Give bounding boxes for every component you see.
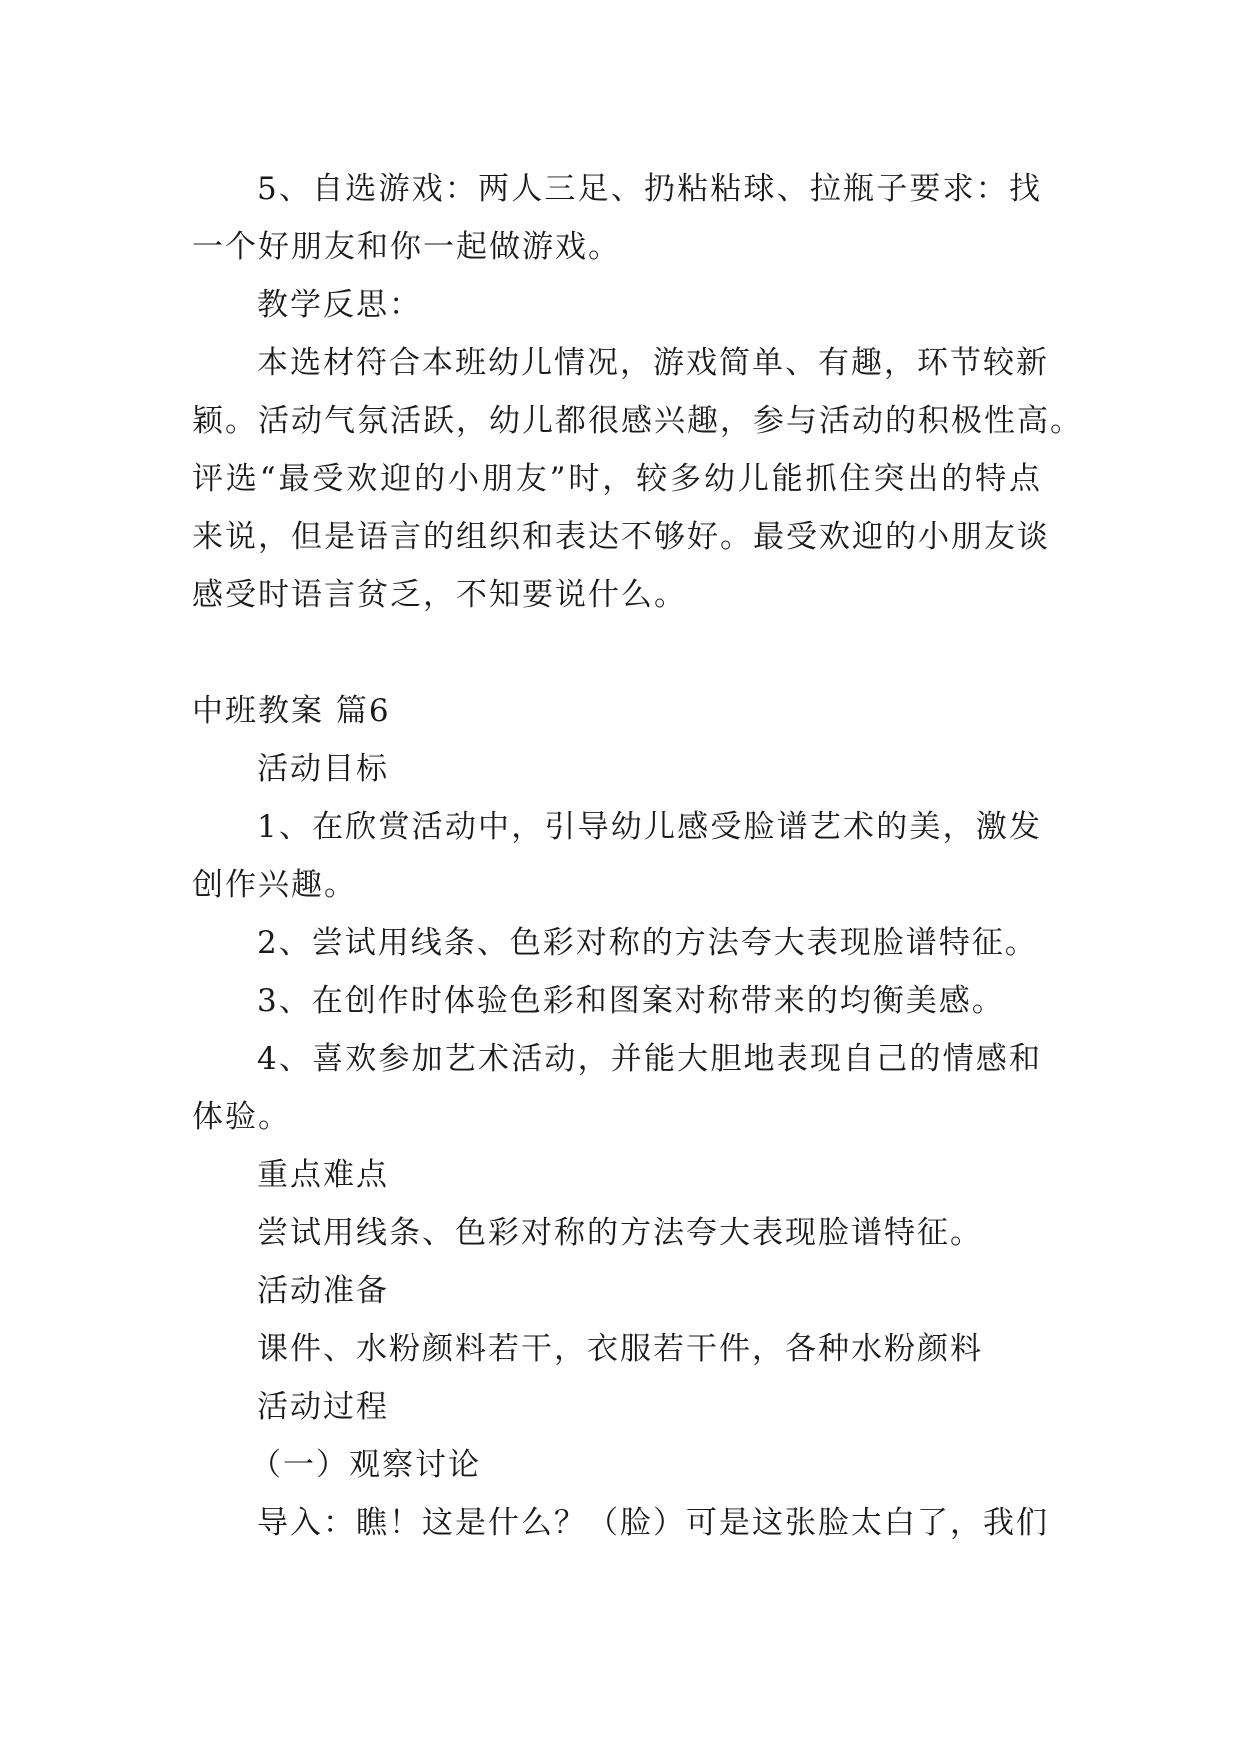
subsection-title: 活动准备: [257, 1273, 389, 1309]
subsection-title: 活动过程: [257, 1389, 389, 1425]
paragraph-line: 来说，但是语言的组织和表达不够好。最受欢迎的小朋友谈: [192, 519, 1050, 555]
paragraph-line: 3、在创作时体验色彩和图案对称带来的均衡美感。: [257, 983, 1005, 1019]
paragraph-line: 本选材符合本班幼儿情况，游戏简单、有趣，环节较新: [257, 345, 1049, 381]
paragraph-line: 4、喜欢参加艺术活动，并能大胆地表现自己的情感和: [257, 1041, 1042, 1077]
paragraph-line: 体验。: [192, 1099, 291, 1135]
paragraph-line: 颖。活动气氛活跃，幼儿都很感兴趣，参与活动的积极性高。: [192, 403, 1083, 439]
section-heading: 中班教案 篇6: [192, 693, 391, 729]
paragraph-line: 一个好朋友和你一起做游戏。: [192, 229, 621, 265]
step-heading: （一）观察讨论: [250, 1447, 481, 1483]
paragraph-line: 尝试用线条、色彩对称的方法夸大表现脸谱特征。: [257, 1215, 983, 1251]
paragraph-line: 导入：瞧！这是什么？（脸）可是这张脸太白了，我们: [257, 1505, 1049, 1541]
paragraph-line: 5、自选游戏：两人三足、扔粘粘球、拉瓶子要求：找: [257, 171, 1042, 207]
subsection-title: 活动目标: [257, 751, 389, 787]
paragraph-line: 感受时语言贫乏，不知要说什么。: [192, 577, 687, 613]
paragraph-line: 2、尝试用线条、色彩对称的方法夸大表现脸谱特征。: [257, 925, 1038, 961]
subsection-title: 重点难点: [257, 1157, 389, 1193]
section-label: 教学反思：: [257, 287, 422, 323]
paragraph-line: 创作兴趣。: [192, 867, 357, 903]
paragraph-line: 课件、水粉颜料若干，衣服若干件，各种水粉颜料: [257, 1331, 983, 1367]
paragraph-line: 1、在欣赏活动中，引导幼儿感受脸谱艺术的美，激发: [257, 809, 1042, 845]
paragraph-line: 评选“最受欢迎的小朋友”时，较多幼儿能抓住突出的特点: [192, 461, 1042, 497]
